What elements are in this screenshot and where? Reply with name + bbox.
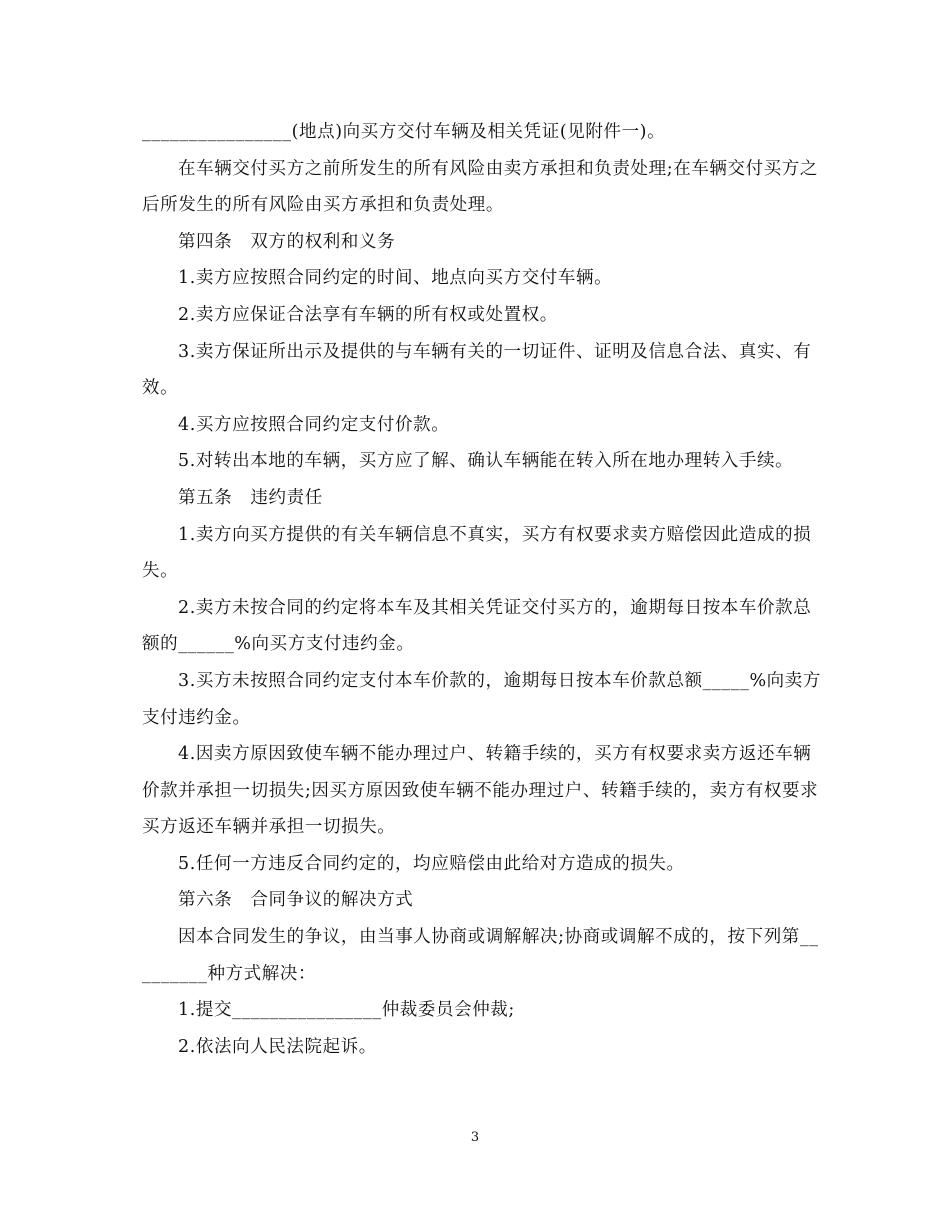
article-4-item-3: 3.卖方保证所出示及提供的与车辆有关的一切证件、证明及信息合法、真实、有效。 — [142, 341, 812, 399]
article-4-item-4: 4.买方应按照合同约定支付价款。 — [178, 414, 450, 435]
article-5-item-5: 5.任何一方违反合同约定的，均应赔偿由此给对方造成的损失。 — [178, 853, 685, 874]
article-5-item-3: 3.买方未按照合同约定支付本车价款的，逾期每日按本车价款总额_____%向卖方支付违约金。 — [142, 670, 821, 728]
article-5-heading: 第五条 违约责任 — [178, 487, 323, 508]
article-6-item-2: 2.依法向人民法院起诉。 — [178, 1036, 377, 1057]
paragraph-risk-transfer: 在车辆交付买方之前所发生的所有风险由卖方承担和负责处理;在车辆交付买方之后所发生的所有风险由买方承担和负责处理。 — [142, 158, 818, 216]
article-5-item-2: 2.卖方未按合同的约定将本车及其相关凭证交付买方的，逾期每日按本车价款总额的______%向买方支付违约金。 — [142, 597, 812, 655]
article-5-item-4: 4.因卖方原因致使车辆不能办理过户、转籍手续的，买方有权要求卖方返还车辆价款并承担一切损失;因买方原因致使车辆不能办理过户、转籍手续的，卖方有权要求买方返还车辆并承担一切损失。 — [142, 744, 819, 838]
paragraph-delivery-location: ________________(地点)向买方交付车辆及相关凭证(见附件一)。 — [142, 122, 666, 142]
article-5-item-1: 1.卖方向买方提供的有关车辆信息不真实，买方有权要求卖方赔偿因此造成的损失。 — [142, 524, 812, 582]
article-6-item-1: 1.提交________________仲裁委员会仲裁; — [178, 1000, 515, 1021]
article-4-item-5: 5.对转出本地的车辆，买方应了解、确认车辆能在转入所在地办理转入手续。 — [178, 451, 794, 472]
article-6-heading: 第六条 合同争议的解决方式 — [178, 890, 414, 911]
article-6-intro: 因本合同发生的争议，由当事人协商或调解解决;协商或调解不成的，按下列第_________种方式解决： — [142, 927, 819, 984]
document-body — [142, 114, 822, 1065]
article-4-item-2: 2.卖方应保证合法享有车辆的所有权或处置权。 — [178, 304, 558, 325]
article-4-heading: 第四条 双方的权利和义务 — [178, 231, 396, 252]
page-number: 3 — [470, 1130, 480, 1145]
article-4-item-1: 1.卖方应按照合同约定的时间、地点向买方交付车辆。 — [178, 268, 613, 289]
